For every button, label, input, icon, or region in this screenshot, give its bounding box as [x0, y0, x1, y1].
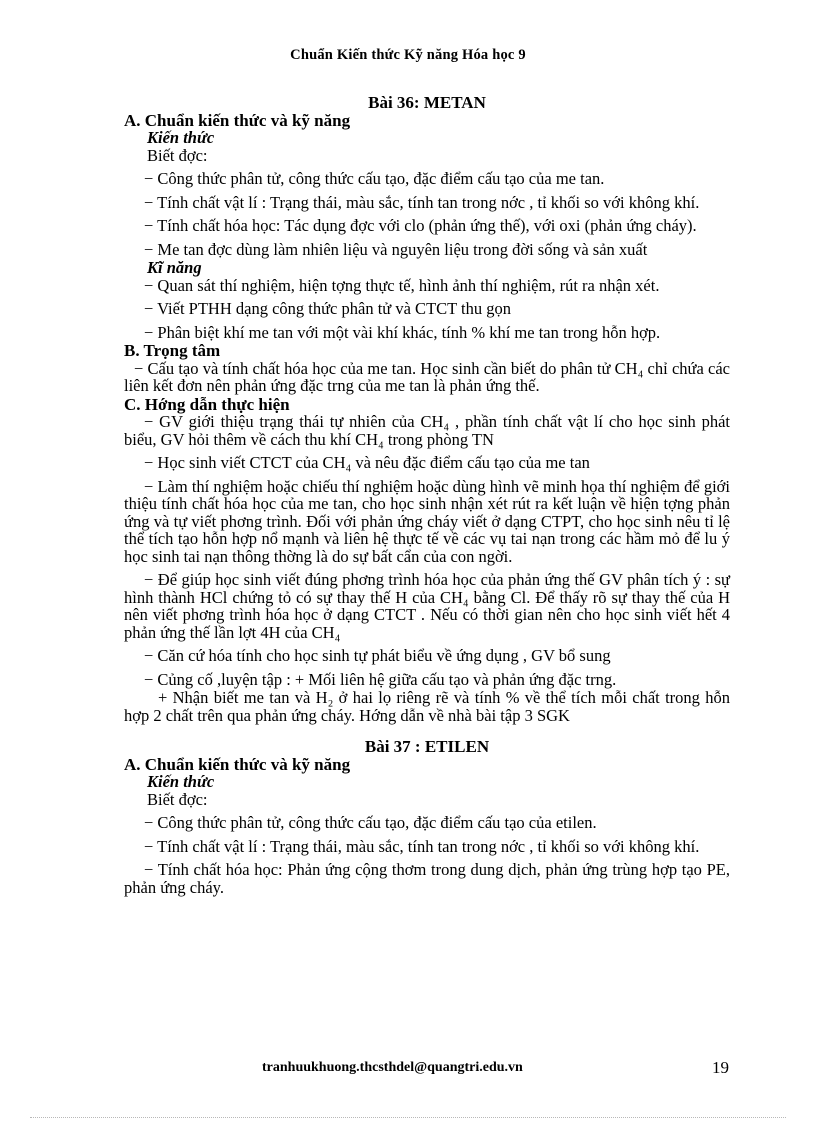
l37-section-a-heading: A. Chuẩn kiến thức và kỹ năng [124, 754, 351, 774]
l36-kt-item: − Tính chất hóa học: Tác dụng đợc với clo (phản ứng thế), với oxi (phản ứng cháy). [144, 216, 697, 235]
l36-section-c-heading: C. Hớng dẫn thực hiện [124, 394, 290, 414]
l36-kn-item: − Quan sát thí nghiệm, hiện tợng thực tế, hình ảnh thí nghiệm, rút ra nhận xét. [144, 275, 660, 295]
l37-kt-item: − Tính chất vật lí : Trạng thái, màu sắc, tính tan trong nớc , tỉ khối so với không khí. [144, 836, 700, 856]
lesson-37-title: Bài 37 : ETILEN [364, 737, 490, 756]
l36-section-b-heading: B. Trọng tâm [124, 341, 221, 360]
l36-kinang-subheading: Kĩ năng [147, 258, 202, 277]
l36-c-item: − Học sinh viết CTCT của CH₄ và nêu đặc điểm cấu tạo của me tan [144, 453, 590, 472]
l37-biet-duoc: Biết đợc: [147, 789, 208, 809]
l37-kt-item: − Tính chất hóa học: Phản ứng cộng thơm trong dung dịch, phản ứng trùng hợp tạo PE, phản ứng cháy. [124, 860, 730, 897]
l36-biet-duoc: Biết đợc: [147, 145, 208, 165]
l36-c-item: − Làm thí nghiệm hoặc chiếu thí nghiệm hoặc dùng hình vẽ minh họa thí nghiệm để giới thiệu tính chất hóa học của me tan, cho học sinh nhận xét rút ra kết luận về hiện tợng phản ứng và tự viết phơng trình. Đối với phản ứng cháy viết ở dạng CTPT, cho học sinh nêu tỉ lệ thể tích tạo hỗn hợp nổ mạnh và liên hệ thực tế về các vụ tai nạn trong các hầm mỏ để lu ý học sinh tai nạn thông thờng là do sự bất cẩn của con ngời. [124, 476, 730, 566]
l36-section-a-heading: A. Chuẩn kiến thức và kỹ năng [124, 110, 351, 130]
l36-c-item: − Căn cứ hóa tính cho học sinh tự phát biểu về ứng dụng , GV bổ sung [144, 646, 611, 665]
footer-email: tranhuukhuong.thcsthdel@quangtri.edu.vn [262, 1060, 523, 1075]
page-bottom-divider [30, 1117, 786, 1118]
lesson-36-title: Bài 36: METAN [368, 93, 486, 112]
l36-kienthuc-subheading: Kiến thức [147, 128, 215, 147]
l36-kn-item: − Viết PTHH dạng công thức phân tử và CTCT thu gọn [144, 299, 512, 318]
l36-kt-item: − Công thức phân tử, công thức cấu tạo, đặc điểm cấu tạo của me tan. [144, 169, 605, 188]
page-content [124, 94, 730, 902]
page-header: Chuẩn Kiến thức Kỹ năng Hóa học 9 [290, 47, 526, 63]
l36-kt-item: − Me tan đợc dùng làm nhiên liệu và nguyên liệu trong đời sống và sản xuất [144, 239, 648, 259]
l36-kt-item: − Tính chất vật lí : Trạng thái, màu sắc, tính tan trong nớc , tỉ khối so với không khí. [144, 192, 700, 212]
l36-section-b-text: − Cấu tạo và tính chất hóa học của me tan. Học sinh cần biết do phân tử CH₄ chỉ chứa các liên kết đơn nên phản ứng đặc trng của me tan là phản ứng thế. [124, 358, 730, 395]
page-number: 19 [712, 1058, 729, 1077]
l36-c-plus: + Nhận biết me tan và H₂ ở hai lọ riêng rẽ và tính % về thể tích mỗi chất trong hỗn hợp 2 chất trên qua phản ứng cháy. Hớng dẫn về nhà bài tập 3 SGK [124, 688, 730, 725]
l37-kt-item: − Công thức phân tử, công thức cấu tạo, đặc điểm cấu tạo của etilen. [144, 813, 597, 832]
l36-c-item: − Để giúp học sinh viết đúng phơng trình hóa học của phản ứng thế GV phân tích ý : sự hình thành HCl chứng tỏ có sự thay thế H của CH₄ bằng Cl. Để thấy rõ sự thay thế của H nên viết phơng trình hóa học ở dạng CTCT . Nếu có thời gian nên cho học sinh viết hết 4 phản ứng thế lần lợt 4H của CH₄ [124, 570, 730, 642]
l36-c-item: − Củng cố ,luyện tập : + Mối liên hệ giữa cấu tạo và phản ứng đặc trng. [144, 669, 617, 689]
l36-kn-item: − Phân biệt khí me tan với một vài khí khác, tính % khí me tan trong hỗn hợp. [144, 322, 661, 342]
l37-kienthuc-subheading: Kiến thức [147, 772, 215, 791]
l36-c-item: − GV giới thiệu trạng thái tự nhiên của CH₄ , phần tính chất vật lí cho học sinh phát biểu, GV hỏi thêm về cách thu khí CH₄ trong phòng TN [124, 412, 730, 449]
